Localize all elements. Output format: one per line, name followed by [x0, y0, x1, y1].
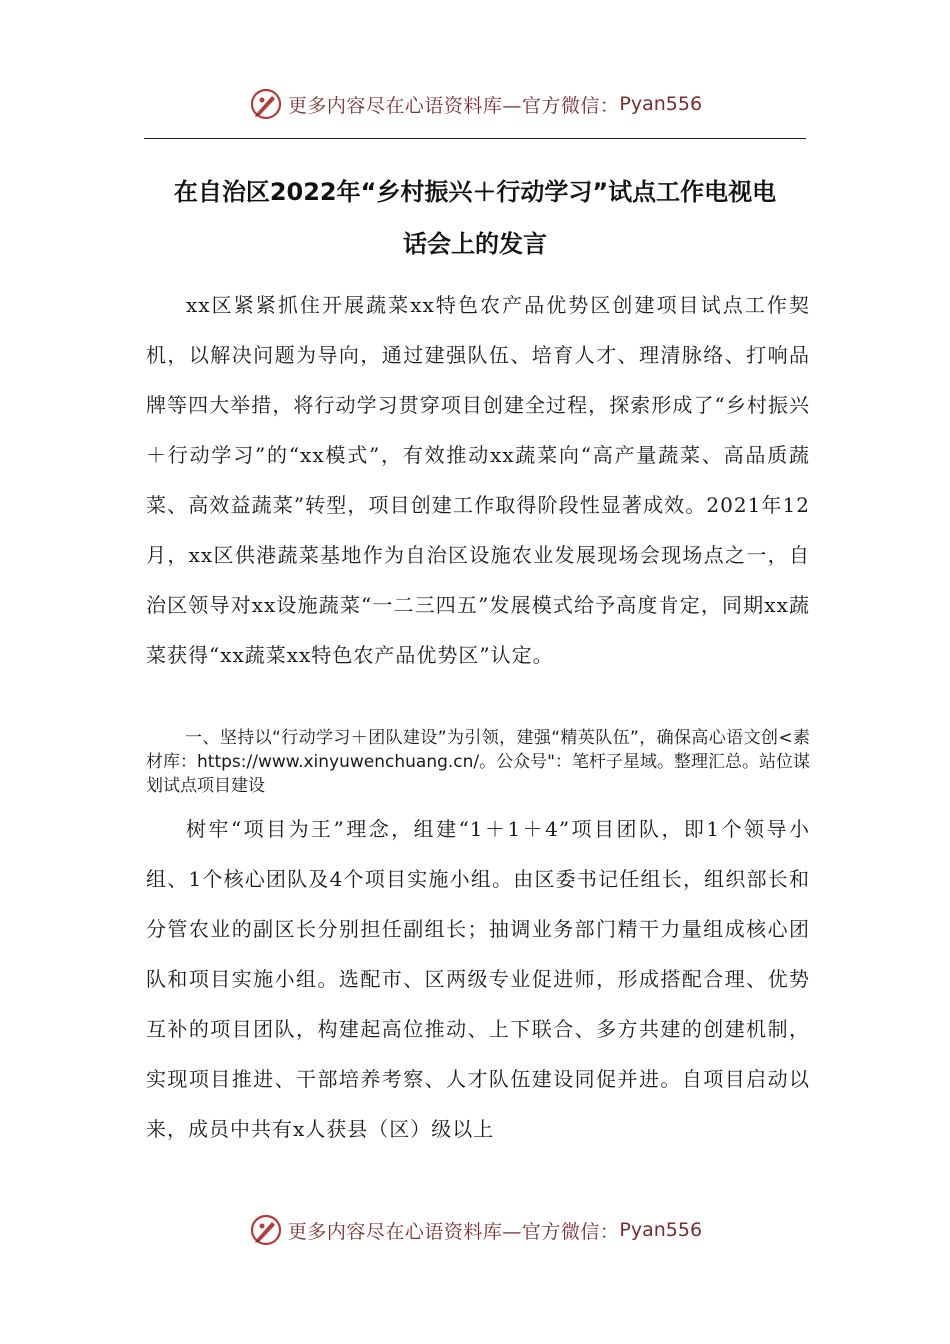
paragraph-section-body: 树牢“项目为王”理念，组建“1＋1＋4”项目团队，即1个领导小组、1个核心团队及4个项目实施小组。由区委书记任组长，组织部长和分管农业的副区长分别担任副组长；抽调业务部门精干力量组成核心团队和项目实施小组。选配市、区两级专业促进师，形成搭配合理、优势互补的项目团队，构建起高位推动、上下联合、多方共建的创建机制，实现项目推进、干部培养考察、人才队伍建设同促并进。自项目启动以来，成员中共有x人获县（区）级以上	[146, 817, 810, 1141]
footer-banner	[0, 1210, 950, 1250]
banner-text: 更多内容尽在心语资料库—官方微信：	[287, 94, 620, 117]
header-banner	[0, 84, 950, 124]
banner-account: Pyan556	[619, 1219, 703, 1241]
pen-logo-icon	[248, 1212, 284, 1248]
paragraph-section-heading: 一、坚持以“行动学习＋团队建设”为引领，建强“精英队伍”，确保高心语文创<素材库：https://www.xinyuwenchuang.cn/。公众号"：笔杆子星域。整理汇总。站位谋划试点项目建设	[146, 728, 810, 796]
pen-logo-icon	[248, 86, 284, 122]
header-divider	[144, 138, 806, 139]
paragraph-intro: xx区紧紧抓住开展蔬菜xx特色农产品优势区创建项目试点工作契机，以解决问题为导向，通过建强队伍、培育人才、理清脉络、打响品牌等四大举措，将行动学习贯穿项目创建全过程，探索形成了“乡村振兴＋行动学习”的“xx模式”，有效推动xx蔬菜向“高产量蔬菜、高品质蔬菜、高效益蔬菜”转型，项目创建工作取得阶段性显著成效。2021年12月，xx区供港蔬菜基地作为自治区设施农业发展现场会现场点之一，自治区领导对xx设施蔬菜“一二三四五”发展模式给予高度肯定，同期xx蔬菜获得“xx蔬菜xx特色农产品优势区”认定。	[146, 293, 810, 667]
banner-account: Pyan556	[619, 93, 703, 115]
document-title	[144, 166, 806, 270]
title-line-2: 话会上的发言	[403, 230, 547, 258]
banner-text: 更多内容尽在心语资料库—官方微信：	[287, 1220, 620, 1243]
title-line-1: 在自治区2022年“乡村振兴＋行动学习”试点工作电视电	[173, 178, 777, 206]
